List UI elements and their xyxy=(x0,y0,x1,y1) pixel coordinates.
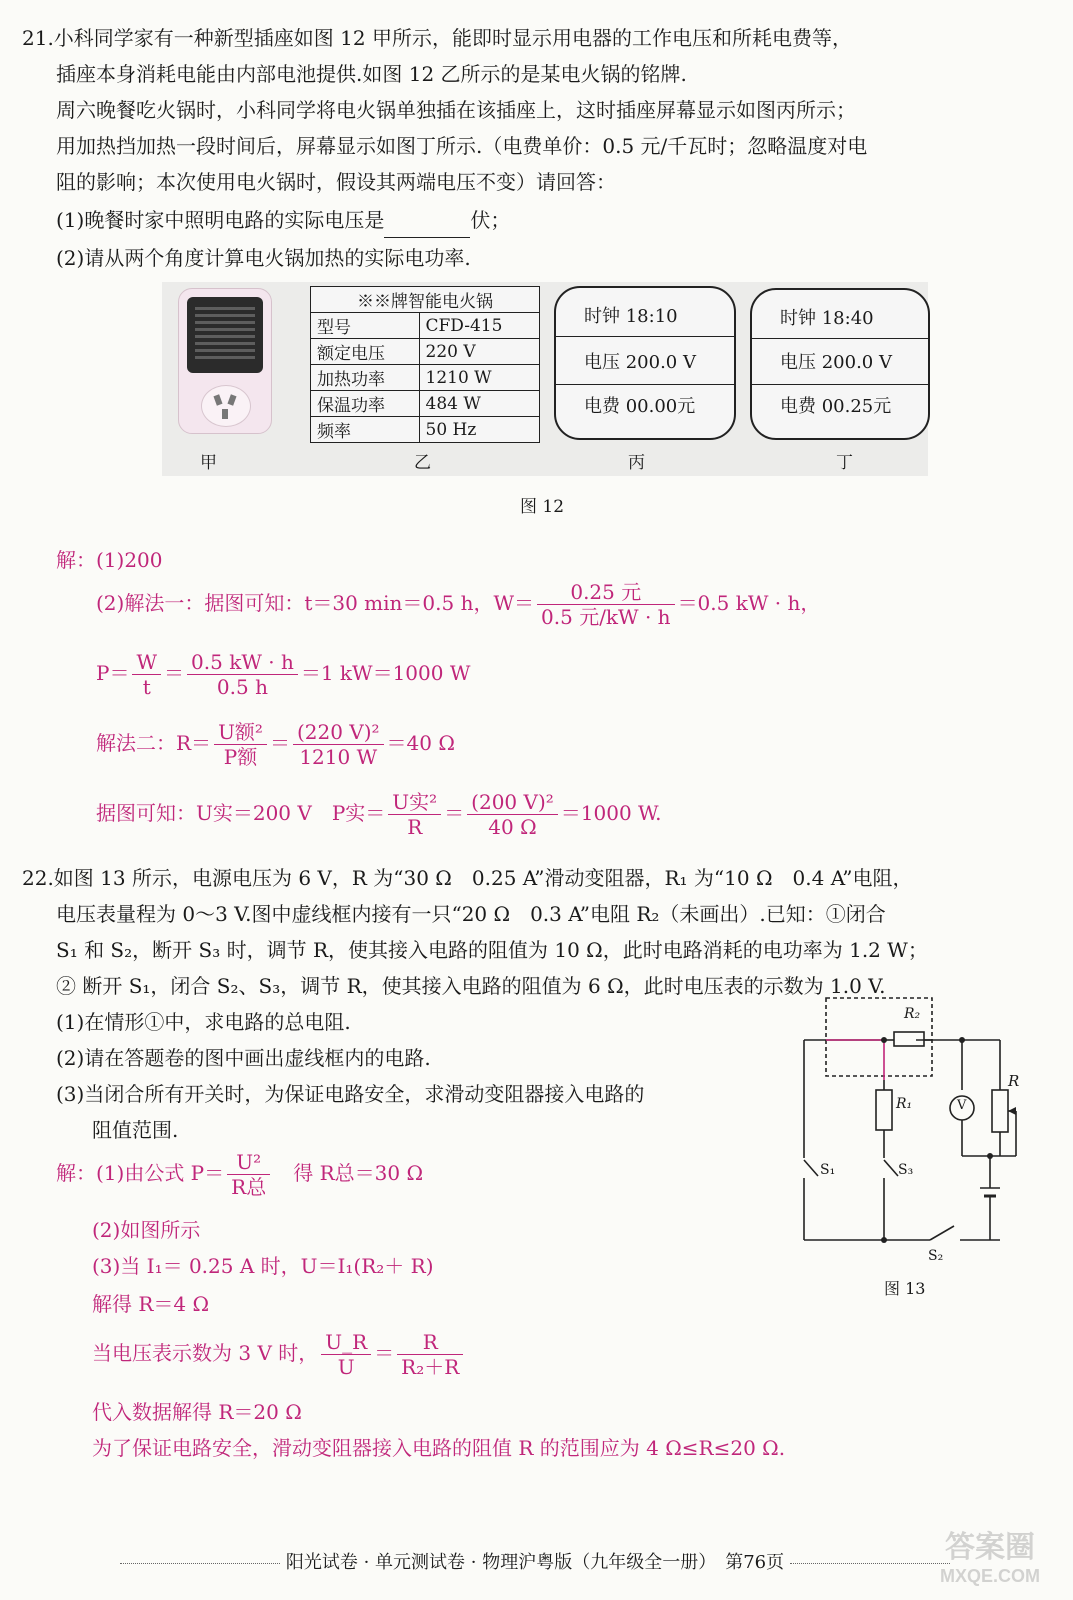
table-cell: 220 V xyxy=(419,339,540,365)
rheostat xyxy=(992,1090,1008,1132)
screen-voltage: 电压 200.0 V xyxy=(584,352,696,373)
sol22-part2: (2)如图所示 xyxy=(92,1218,201,1242)
screen-ding xyxy=(750,288,930,440)
screen-fee: 电费 00.00元 xyxy=(584,396,696,417)
sol21-part1: 解：(1)200 xyxy=(56,548,163,572)
sol22-part3: (3)当 I₁＝ 0.25 A 时，U＝I₁(R₂＋ R) xyxy=(92,1254,434,1278)
q22-sub3: (3)当闭合所有开关时，为保证电路安全，求滑动变阻器接入电路的 xyxy=(56,1082,645,1106)
label-r2: R₂ xyxy=(904,1006,921,1022)
sol21-method1: (2)解法一：据图可知：t＝30 min＝0.5 h，W＝ $\frac{\text{0.25 元}}{\text{0.5 元/kW · h}}$ ＝0.5 kW · h， xyxy=(96,580,821,629)
screen-clock: 时钟 18:10 xyxy=(584,306,678,327)
table-cell: 加热功率 xyxy=(311,365,420,391)
q21-sub2: (2)请从两个角度计算电火锅加热的实际电功率. xyxy=(56,246,471,270)
smart-socket-image xyxy=(178,288,272,434)
r1-resistor xyxy=(876,1090,892,1130)
footer-text: 阳光试卷 · 单元测试卷 · 物理沪粤版（九年级全一册） 第76页 xyxy=(285,1552,785,1573)
label-s1: S₁ xyxy=(820,1162,836,1178)
watermark-line1: 答案圈 xyxy=(945,1530,1035,1565)
q21-line-1: 21.小科同学家有一种新型插座如图 12 甲所示，能即时显示用电器的工作电压和所耗电费等， xyxy=(22,26,852,50)
q22-line-4: ② 断开 S₁，闭合 S₂、S₃，调节 R，使其接入电路的阻值为 6 Ω，此时电压表的示数为 1.0 V. xyxy=(56,974,886,998)
table-row xyxy=(311,417,540,443)
q22-sub1: (1)在情形①中，求电路的总电阻. xyxy=(56,1010,351,1034)
q22-line-2: 电压表量程为 0～3 V.图中虚线框内接有一只“20 Ω 0.3 A”电阻 R₂（未画出）.已知：①闭合 xyxy=(56,902,886,926)
label-yi: 乙 xyxy=(414,453,431,473)
q21-line-3: 周六晚餐吃火锅时，小科同学将电火锅单独插在该插座上，这时插座屏幕显示如图丙所示； xyxy=(56,98,856,122)
q21-line-4: 用加热挡加热一段时间后，屏幕显示如图丁所示.（电费单价：0.5 元/千瓦时；忽略温度对电 xyxy=(56,134,868,158)
label-s2: S₂ xyxy=(928,1248,944,1264)
figure-13-circuit xyxy=(790,990,1040,1310)
sol22-part1: 解：(1)由公式 P＝ $\frac{\text{U²}}{\text{R总}}$ 得 R总＝30 Ω xyxy=(56,1150,424,1199)
q22-sub3-cont: 阻值范围. xyxy=(92,1118,179,1142)
q22-sub2: (2)请在答题卷的图中画出虚线框内的电路. xyxy=(56,1046,431,1070)
label-v: V xyxy=(957,1098,967,1113)
screen-fee: 电费 00.25元 xyxy=(780,396,892,417)
page-footer xyxy=(60,1548,1010,1574)
table-cell: 保温功率 xyxy=(311,391,420,417)
table-cell: 型号 xyxy=(311,313,420,339)
r2-resistor xyxy=(894,1032,924,1046)
label-ding: 丁 xyxy=(836,453,853,473)
sol21-method2: 解法二：R＝ $\frac{\text{U额²}}{\text{P额}}$ ＝ $\frac{\text{(220 V)²}}{1210 W}$ ＝40 Ω xyxy=(96,720,455,769)
label-s3: S₃ xyxy=(898,1162,914,1178)
label-jia: 甲 xyxy=(200,453,217,473)
figure-12-caption: 图 12 xyxy=(520,497,565,517)
screen-clock: 时钟 18:40 xyxy=(780,308,874,329)
sol21-actual-power: 据图可知：U实＝200 V P实＝ $\frac{\text{U实²}}{R}$ ＝ $\frac{\text{(200 V)²}}{40 \Omega}$ ＝1000 W. xyxy=(96,790,662,839)
watermark-line2: MXQE.COM xyxy=(939,1566,1040,1586)
table-cell: 额定电压 xyxy=(311,339,420,365)
table-cell: 50 Hz xyxy=(419,417,540,443)
label-r: R xyxy=(1008,1072,1020,1090)
table-row xyxy=(311,313,540,339)
table-row xyxy=(311,365,540,391)
q21-line-2: 插座本身消耗电能由内部电池提供.如图 12 乙所示的是某电火锅的铭牌. xyxy=(56,62,687,86)
nameplate-table xyxy=(310,286,540,443)
table-cell: 484 W xyxy=(419,391,540,417)
table-cell: 1210 W xyxy=(419,365,540,391)
label-bing: 丙 xyxy=(628,453,645,473)
q22-line-1: 22.如图 13 所示，电源电压为 6 V，R 为“30 Ω 0.25 A”滑动变阻器，R₁ 为“10 Ω 0.4 A”电阻， xyxy=(22,866,913,890)
sol22-conclusion: 为了保证电路安全，滑动变阻器接入电路的阻值 R 的范围应为 4 Ω≤R≤20 Ω. xyxy=(92,1436,786,1460)
q21-line-5: 阻的影响；本次使用电火锅时，假设其两端电压不变）请回答： xyxy=(56,170,616,194)
label-r1: R₁ xyxy=(896,1096,913,1112)
sol21-power: P＝ $\frac{W}{t}$ ＝ $\frac{0.5 kW \cdot h}{0.5 h}$ ＝1 kW＝1000 W xyxy=(96,650,471,699)
q21-sub1: (1)晚餐时家中照明电路的实际电压是 伏； xyxy=(56,202,510,238)
screen-voltage: 电压 200.0 V xyxy=(780,352,892,373)
answer-blank xyxy=(384,217,470,238)
figure-12 xyxy=(162,282,928,476)
screen-bing xyxy=(554,286,736,440)
q22-line-3: S₁ 和 S₂，断开 S₃ 时，调节 R，使其接入电路的阻值为 10 Ω，此时电路消耗的电功率为 1.2 W； xyxy=(56,938,928,962)
sol22-solve-1: 解得 R＝4 Ω xyxy=(92,1292,210,1316)
sol22-solve-2: 代入数据解得 R＝20 Ω xyxy=(92,1400,302,1424)
table-cell: 频率 xyxy=(311,417,420,443)
watermark-logo xyxy=(920,1522,1060,1592)
sol22-voltage-ratio: 当电压表示数为 3 V 时， $\frac{U\_R}{U}$ ＝ $\frac{R}{\text{R₂＋R}}$ xyxy=(92,1330,466,1379)
table-row xyxy=(311,391,540,417)
table-cell: CFD-415 xyxy=(419,313,540,339)
nameplate-title: ※※牌智能电火锅 xyxy=(311,287,540,313)
figure-13-caption: 图 13 xyxy=(884,1279,926,1298)
table-row xyxy=(311,339,540,365)
